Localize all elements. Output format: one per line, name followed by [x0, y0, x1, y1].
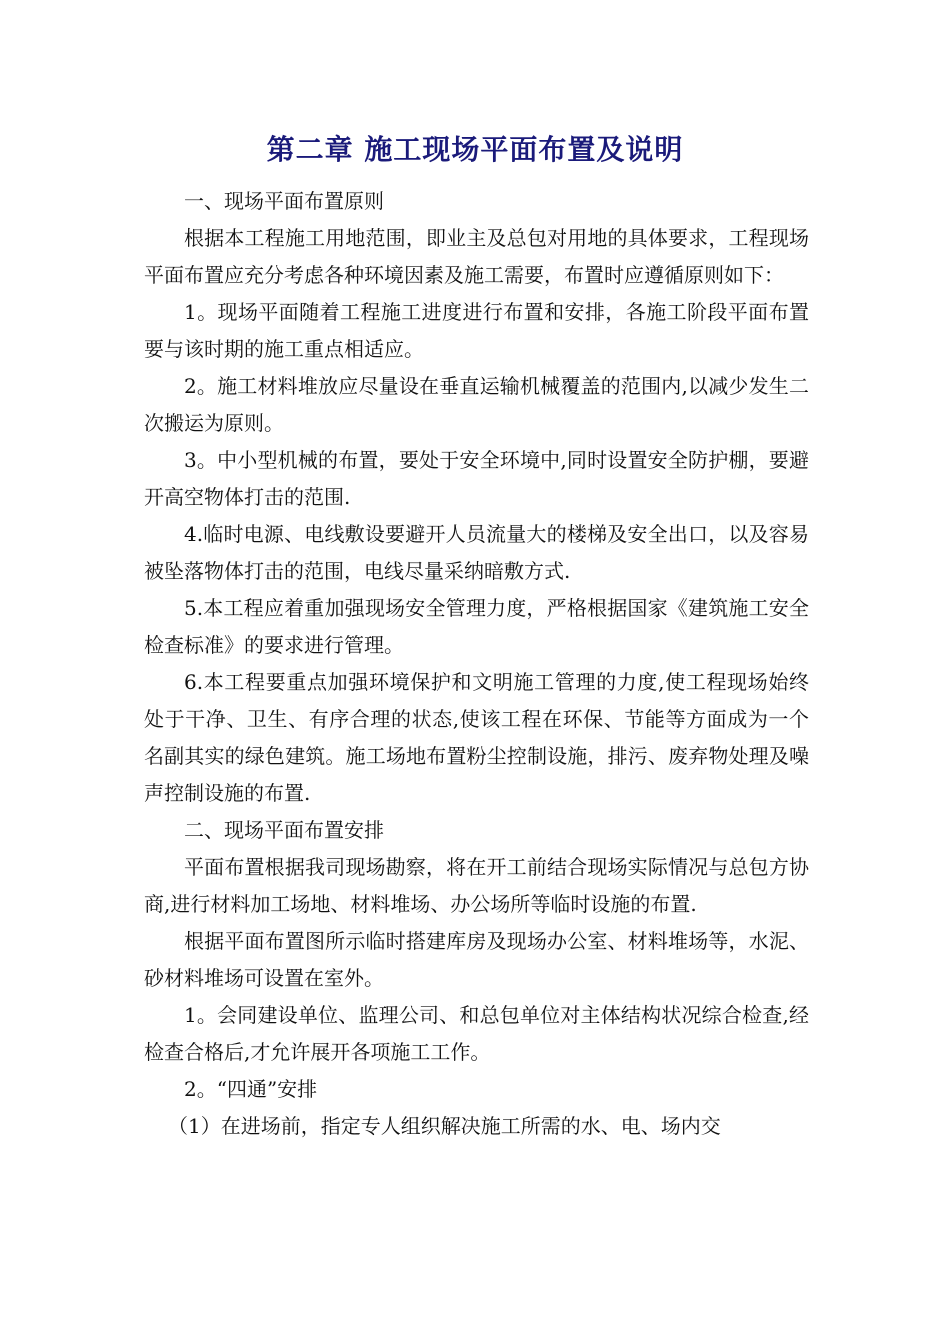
- list-item: 4.临时电源、电线敷设要避开人员流量大的楼梯及安全出口，以及容易被坠落物体打击的范围，电线尽量采纳暗敷方式.: [144, 522, 809, 583]
- list-item: 5.本工程应着重加强现场安全管理力度，严格根据国家《建筑施工安全检查标准》的要求进行管理。: [144, 596, 809, 657]
- list-item: （1）在进场前，指定专人组织解决施工所需的水、电、场内交: [168, 1114, 721, 1138]
- list-item: 2。“四通”安排: [184, 1077, 318, 1101]
- paragraph: 根据平面布置图所示临时搭建库房及现场办公室、材料堆场等，水泥、砂材料堆场可设置在室外。: [144, 929, 809, 990]
- list-item: 1。会同建设单位、监理公司、和总包单位对主体结构状况综合检查,经检查合格后,才允许展开各项施工工作。: [144, 1003, 809, 1064]
- document-body: [144, 183, 809, 1145]
- section-heading-principles: 一、现场平面布置原则: [184, 189, 384, 213]
- paragraph: 平面布置根据我司现场勘察，将在开工前结合现场实际情况与总包方协商,进行材料加工场地、材料堆场、办公场所等临时设施的布置.: [144, 855, 809, 916]
- section-heading-arrangement: 二、现场平面布置安排: [184, 818, 384, 842]
- list-item: 2。施工材料堆放应尽量设在垂直运输机械覆盖的范围内,以减少发生二次搬运为原则。: [144, 374, 809, 435]
- paragraph: 根据本工程施工用地范围，即业主及总包对用地的具体要求，工程现场平面布置应充分考虑各种环境因素及施工需要，布置时应遵循原则如下：: [144, 226, 809, 287]
- list-item: 3。中小型机械的布置，要处于安全环境中,同时设置安全防护棚，要避开高空物体打击的范围.: [144, 448, 809, 509]
- chapter-title: 第二章 施工现场平面布置及说明: [266, 133, 684, 166]
- list-item: 6.本工程要重点加强环境保护和文明施工管理的力度,使工程现场始终处于干净、卫生、有序合理的状态,使该工程在环保、节能等方面成为一个名副其实的绿色建筑。施工场地布置粉尘控制设施，排污、废弃物处理及噪声控制设施的布置.: [144, 670, 809, 805]
- list-item: 1。现场平面随着工程施工进度进行布置和安排，各施工阶段平面布置要与该时期的施工重点相适应。: [144, 300, 809, 361]
